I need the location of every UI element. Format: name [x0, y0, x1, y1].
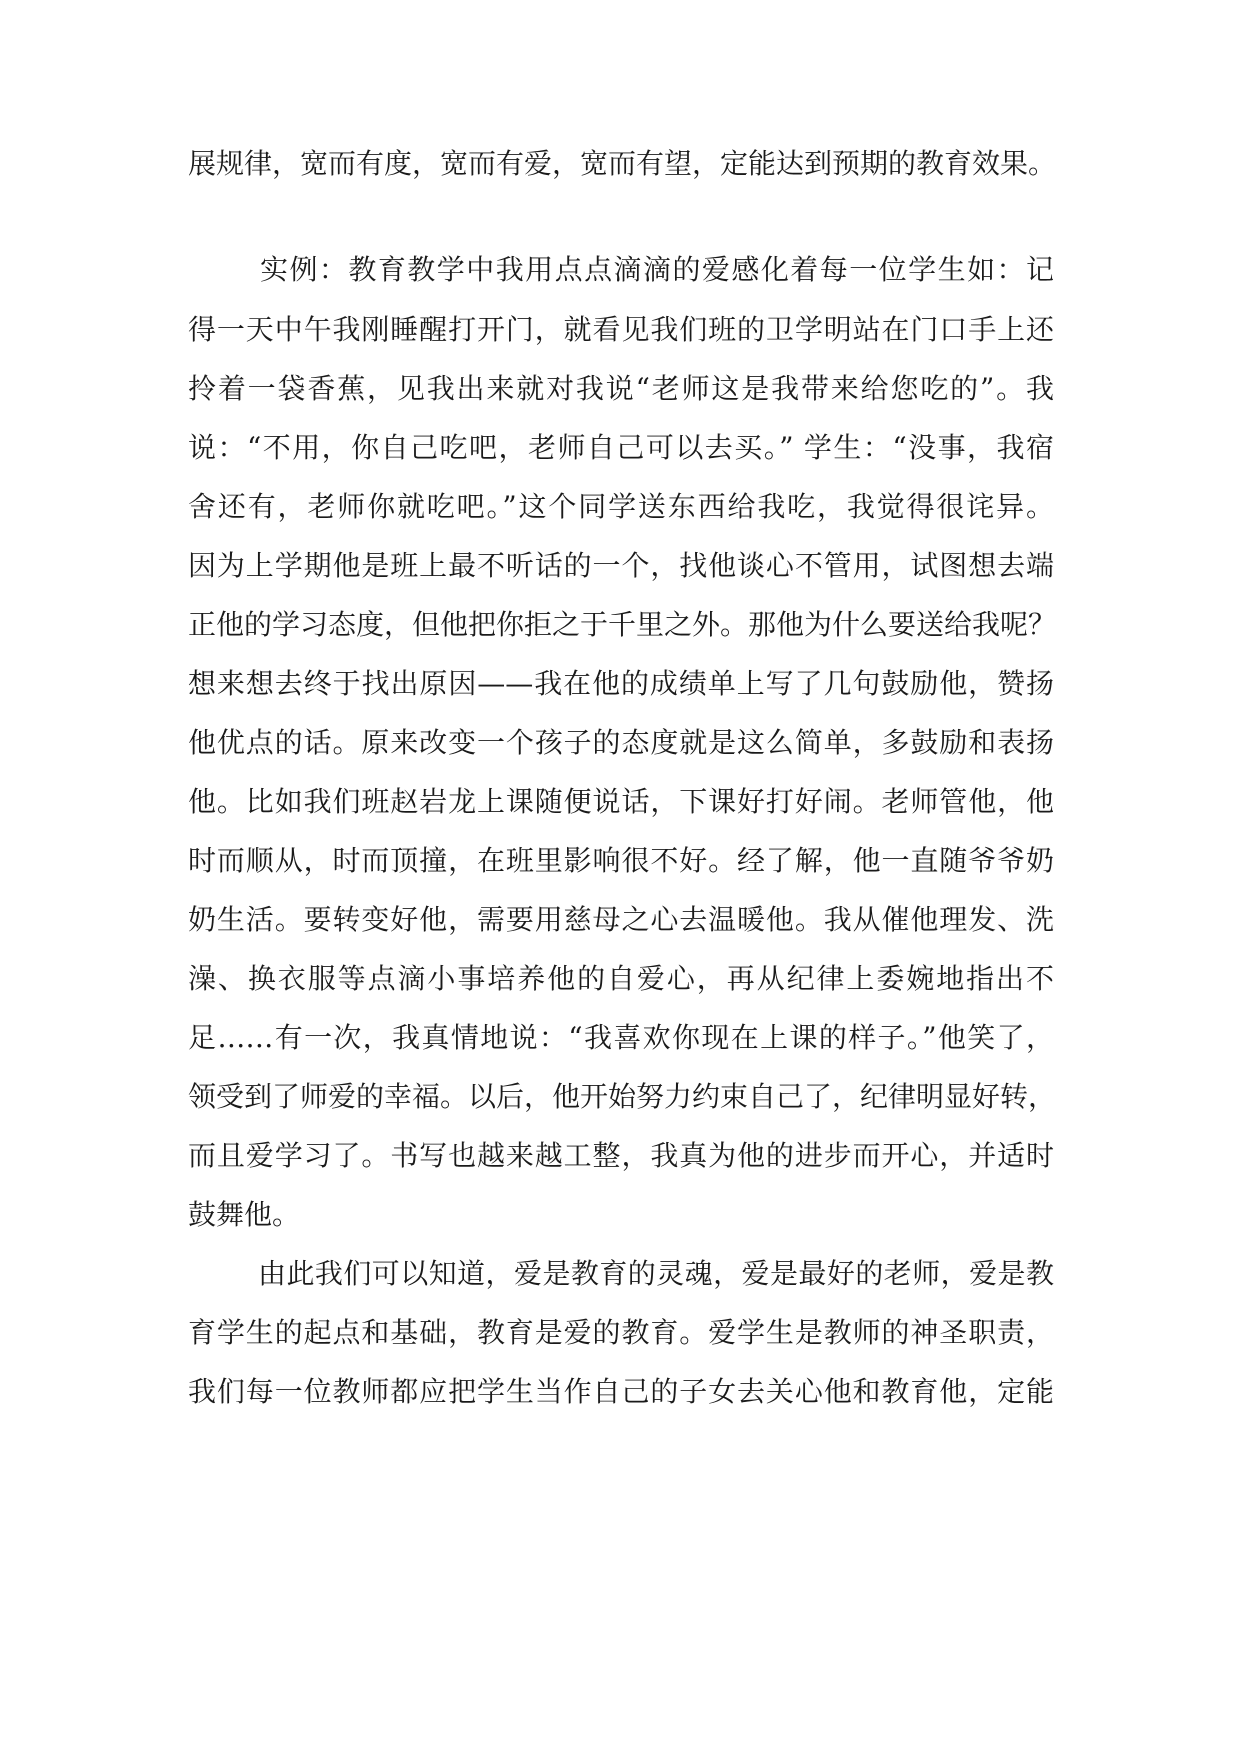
paragraph-line: 而且爱学习了。书写也越来越工整，我真为他的进步而开心，并适时 [188, 1139, 1054, 1172]
paragraph-line: 时而顺从，时而顶撞，在班里影响很不好。经了解，他一直随爷爷奶 [188, 844, 1054, 877]
paragraph-line: 得一天中午我刚睡醒打开门，就看见我们班的卫学明站在门口手上还 [188, 313, 1054, 346]
paragraph-line: 我们每一位教师都应把学生当作自己的子女去关心他和教育他，定能 [188, 1375, 1054, 1408]
paragraph-line: 想来想去终于找出原因——我在他的成绩单上写了几句鼓励他，赞扬 [188, 667, 1054, 700]
paragraph-line: 正他的学习态度，但他把你拒之于千里之外。那他为什么要送给我呢？ [188, 608, 1057, 641]
paragraph-line: 澡、换衣服等点滴小事培养他的自爱心，再从纪律上委婉地指出不 [188, 962, 1054, 995]
paragraph-line: 因为上学期他是班上最不听话的一个，找他谈心不管用，试图想去端 [188, 549, 1054, 582]
paragraph-line: 展规律，宽而有度，宽而有爱，宽而有望，定能达到预期的教育效果。 [188, 147, 1057, 180]
paragraph-line: 说：“不用，你自己吃吧，老师自己可以去买。” 学生：“没事，我宿 [188, 431, 1054, 464]
paragraph-line: 领受到了师爱的幸福。以后，他开始努力约束自己了，纪律明显好转， [188, 1080, 1057, 1113]
paragraph-line: 拎着一袋香蕉，见我出来就对我说“老师这是我带来给您吃的”。我 [188, 372, 1054, 405]
paragraph-line: 育学生的起点和基础，教育是爱的教育。爱学生是教师的神圣职责， [188, 1316, 1054, 1349]
paragraph-line: 鼓舞他。 [188, 1198, 301, 1231]
paragraph-line: 舍还有，老师你就吃吧。”这个同学送东西给我吃，我觉得很诧异。 [188, 490, 1054, 523]
paragraph-line: 实例：教育教学中我用点点滴滴的爱感化着每一位学生如：记 [260, 253, 1054, 286]
paragraph-line: 他优点的话。原来改变一个孩子的态度就是这么简单，多鼓励和表扬 [188, 726, 1054, 759]
paragraph-line: 他。比如我们班赵岩龙上课随便说话，下课好打好闹。老师管他，他 [188, 785, 1054, 818]
paragraph-line: 奶生活。要转变好他，需要用慈母之心去温暖他。我从催他理发、洗 [188, 903, 1054, 936]
paragraph-line: 由此我们可以知道，爱是教育的灵魂，爱是最好的老师，爱是教 [258, 1257, 1054, 1290]
paragraph-line: 足……有一次，我真情地说：“我喜欢你现在上课的样子。”他笑了， [188, 1021, 1054, 1054]
